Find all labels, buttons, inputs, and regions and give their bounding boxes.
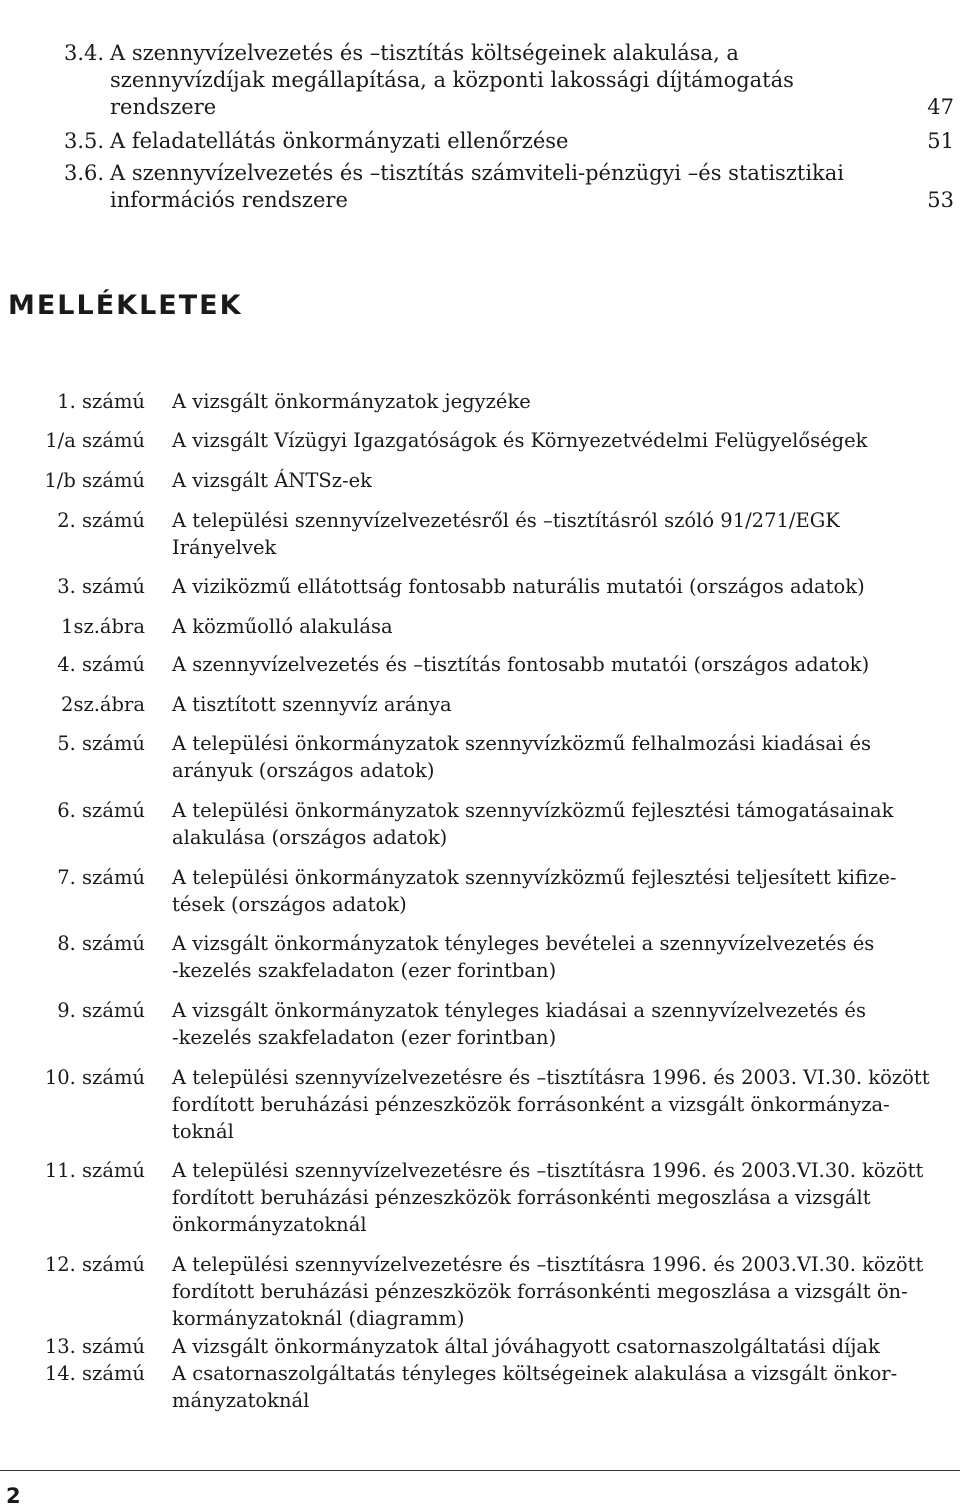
toc-entry-line: A szennyvízelvezetés és –tisztítás költségeinek alakulása, a [110, 41, 739, 65]
annex-title-line: A települési önkormányzatok szennyvízközmű fejlesztési támogatásainak [172, 799, 894, 822]
annex-label: 5. számú [57, 732, 145, 755]
annex-title-line: toknál [172, 1120, 234, 1143]
toc-entry-number: 3.6. [64, 161, 105, 185]
annex-title-line: A vizsgált ÁNTSz-ek [172, 469, 372, 492]
annex-title [172, 1333, 942, 1360]
annex-title [172, 1251, 942, 1332]
annex-label: 14. számú [44, 1362, 145, 1385]
toc-entry-line: A szennyvízelvezetés és –tisztítás számviteli-pénzügyi –és statisztikai [110, 161, 845, 185]
annex-title-line: A települési szennyvízelvezetésre és –tisztításra 1996. és 2003.VI.30. között [172, 1253, 924, 1276]
annex-title [172, 613, 942, 640]
toc-entry-page: 47 [927, 95, 954, 119]
page-number: 2 [6, 1484, 21, 1508]
annex-label: 1/a számú [45, 429, 145, 452]
footer-divider [0, 1470, 960, 1471]
annex-title [172, 427, 942, 454]
toc-entry-page: 53 [927, 188, 954, 212]
annex-title-line: A vizsgált önkormányzatok által jóváhagyott csatornaszolgáltatási díjak [172, 1335, 880, 1358]
annex-title-line: -kezelés szakfeladaton (ezer forintban) [172, 1026, 557, 1049]
toc-entry-line: rendszere [110, 95, 217, 119]
toc-entry-line: A feladatellátás önkormányzati ellenőrzése [110, 129, 569, 153]
annex-title [172, 797, 942, 851]
annex-label: 7. számú [57, 866, 145, 889]
annex-label: 6. számú [57, 799, 145, 822]
toc-entry-number: 3.5. [64, 129, 105, 153]
toc-entry-title [110, 160, 890, 214]
annex-label: 4. számú [57, 653, 145, 676]
toc-entry-number: 3.4. [64, 41, 105, 65]
annex-title [172, 730, 942, 784]
annex-title [172, 997, 942, 1051]
annex-title [172, 1360, 942, 1414]
annex-title-line: A vizsgált önkormányzatok tényleges kiadásai a szennyvízelvezetés és [172, 999, 866, 1022]
annex-title-line: A települési szennyvízelvezetésre és –tisztításra 1996. és 2003. VI.30. között [172, 1066, 930, 1089]
annex-label: 2sz.ábra [61, 693, 145, 716]
annex-label: 9. számú [57, 999, 145, 1022]
annex-title [172, 467, 942, 494]
annex-label: 8. számú [57, 932, 145, 955]
annex-title-line: önkormányzatoknál [172, 1213, 367, 1236]
annex-title-line: A csatornaszolgáltatás tényleges költségeinek alakulása a vizsgált önkor- [172, 1362, 898, 1385]
annex-title-line: A vizsgált önkormányzatok jegyzéke [172, 390, 531, 413]
annex-title-line: kormányzatoknál (diagramm) [172, 1307, 465, 1330]
annex-title-line: A vizsgált önkormányzatok tényleges bevételei a szennyvízelvezetés és [172, 932, 875, 955]
toc-entry-title [110, 40, 890, 121]
annex-title [172, 691, 942, 718]
annex-title-line: A települési önkormányzatok szennyvízközmű fejlesztési teljesített kifize- [172, 866, 897, 889]
annex-title [172, 388, 942, 415]
annex-title [172, 930, 942, 984]
annex-label: 10. számú [44, 1066, 145, 1089]
toc-entry-title [110, 128, 890, 155]
annex-title-line: A települési szennyvízelvezetésre és –tisztításra 1996. és 2003.VI.30. között [172, 1159, 924, 1182]
annex-title-line: mányzatoknál [172, 1389, 310, 1412]
annex-title-line: fordított beruházási pénzeszközök forrásonkénti megoszlása a vizsgált ön- [172, 1280, 908, 1303]
annex-label: 1sz.ábra [61, 615, 145, 638]
annex-label: 1/b számú [44, 469, 145, 492]
annex-title [172, 507, 942, 561]
annex-title-line: fordított beruházási pénzeszközök forrásonkénti megoszlása a vizsgált [172, 1186, 871, 1209]
toc-entry-line: információs rendszere [110, 188, 348, 212]
section-title: MELLÉKLETEK [8, 290, 243, 321]
annex-title-line: A szennyvízelvezetés és –tisztítás fontosabb mutatói (országos adatok) [172, 653, 870, 676]
annex-title-line: alakulása (országos adatok) [172, 826, 448, 849]
toc-entry-page: 51 [927, 129, 954, 153]
annex-title-line: A közműolló alakulása [172, 615, 393, 638]
annex-title-line: -kezelés szakfeladaton (ezer forintban) [172, 959, 557, 982]
annex-title-line: A viziközmű ellátottság fontosabb naturális mutatói (országos adatok) [172, 575, 865, 598]
annex-title [172, 573, 942, 600]
annex-title [172, 1157, 942, 1238]
annex-title-line: arányuk (országos adatok) [172, 759, 435, 782]
annex-label: 3. számú [57, 575, 145, 598]
annex-label: 2. számú [57, 509, 145, 532]
annex-title [172, 864, 942, 918]
annex-label: 11. számú [44, 1159, 145, 1182]
annex-title-line: Irányelvek [172, 536, 277, 559]
annex-title-line: A települési szennyvízelvezetésről és –tisztításról szóló 91/271/EGK [172, 509, 840, 532]
annex-label: 13. számú [44, 1335, 145, 1358]
annex-label: 1. számú [57, 390, 145, 413]
annex-title-line: A vizsgált Vízügyi Igazgatóságok és Környezetvédelmi Felügyelőségek [172, 429, 868, 452]
annex-title-line: A tisztított szennyvíz aránya [172, 693, 452, 716]
annex-title [172, 651, 942, 678]
annex-title-line: fordított beruházási pénzeszközök forrásonként a vizsgált önkormányza- [172, 1093, 890, 1116]
annex-title [172, 1064, 942, 1145]
annex-title-line: A települési önkormányzatok szennyvízközmű felhalmozási kiadásai és [172, 732, 872, 755]
toc-entry-line: szennyvízdíjak megállapítása, a központi lakossági díjtámogatás [110, 68, 794, 92]
annex-label: 12. számú [44, 1253, 145, 1276]
annex-title-line: tések (országos adatok) [172, 893, 407, 916]
